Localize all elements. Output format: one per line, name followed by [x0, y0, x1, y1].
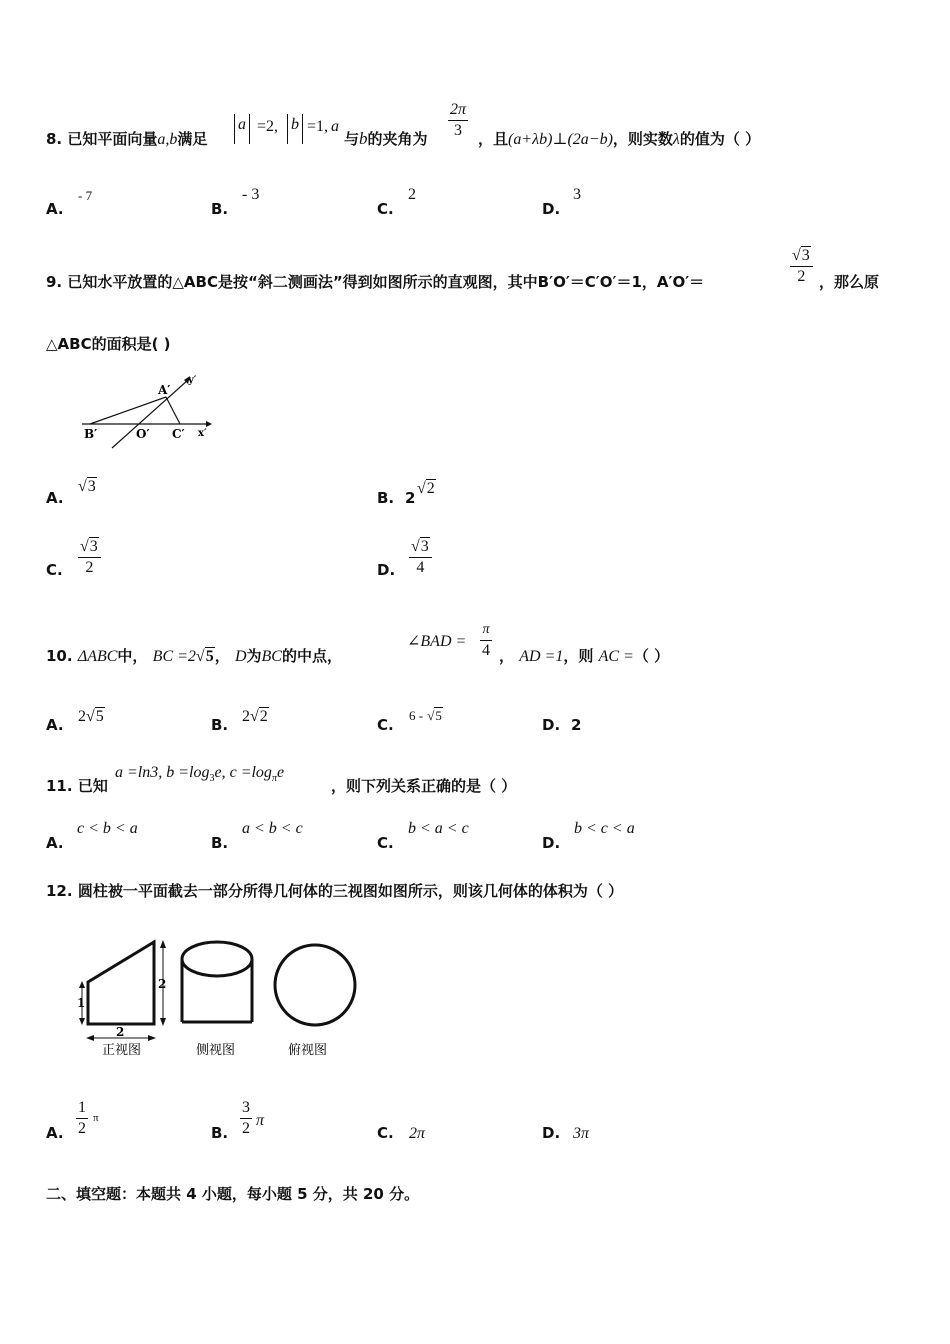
q12-dim-2-label: 2 [158, 977, 167, 991]
q12-option-c-value: 2π [409, 1125, 426, 1142]
q11-expr-1: a =ln3, b =log [115, 764, 210, 781]
q9-text-3: △ABC的面积是( ) [46, 335, 171, 353]
q9-line-1 [46, 271, 704, 292]
q10-text-7: （ ） [633, 647, 670, 665]
q10-text-2: ， [214, 647, 230, 665]
q10-option-b-coef: 2 [242, 708, 250, 725]
q10-option-a-rad: 5 [95, 708, 104, 725]
q12-option-a-fraction [76, 1098, 88, 1139]
q10-option-b-value: 2√2 [242, 708, 268, 725]
q9-text-2: ，那么原 [819, 273, 880, 291]
q9-number: 9. [46, 273, 63, 291]
q9-label-b: B′ [84, 427, 98, 441]
q12-side-view-top-ellipse [182, 942, 252, 976]
q8-option-b-label[interactable]: B. [211, 200, 229, 218]
q12-option-a-num: 1 [76, 1098, 88, 1119]
q12-option-a-pi: π [93, 1112, 99, 1124]
q12-option-b-fraction [240, 1098, 252, 1139]
q8-eq1: =1, [307, 118, 329, 135]
q12-dim-1-label: 1 [77, 996, 86, 1010]
q11-sub-pi: π [271, 773, 277, 785]
q8-line-b [344, 128, 428, 149]
q9-option-c-den: 2 [85, 559, 94, 576]
q10-d: D [234, 648, 247, 665]
q8-text-4: 的夹角为 [367, 130, 428, 148]
q11-option-a-value: c < b < a [77, 820, 138, 837]
q9-option-a-label[interactable]: A. [46, 489, 64, 507]
q8-option-a-value: - 7 [78, 188, 93, 203]
q8-line [46, 128, 207, 149]
q12-option-b-label[interactable]: B. [211, 1124, 229, 1142]
q10-text-6: ，则 [563, 647, 594, 665]
q10-bc2: BC [261, 648, 282, 665]
q9-label-y: y′ [188, 375, 197, 386]
q11-option-c-value: b < a < c [408, 820, 469, 837]
q10-text-5: ， [499, 647, 515, 665]
q10-option-a-label[interactable]: A. [46, 716, 64, 734]
q10-text-3: 为 [246, 647, 262, 665]
q12-top-view-circle [275, 945, 355, 1025]
q12-dimw-arrow-right-icon [148, 1035, 156, 1041]
q10-option-b-rad: 2 [259, 708, 268, 725]
q12-option-a-label[interactable]: A. [46, 1124, 64, 1142]
q8-eq2: =2, [257, 118, 279, 135]
q12-option-c-label[interactable]: C. [377, 1124, 394, 1142]
q8-condition: (a+λb)⊥(2a−b) [508, 131, 613, 148]
q8-text-3: 与 [344, 130, 360, 148]
q8-option-c-value: 2 [408, 186, 416, 203]
q9-label-c: C′ [172, 427, 185, 441]
q9-frac-num: 3 [801, 247, 810, 264]
q9-option-d-label[interactable]: D. [377, 561, 396, 579]
q9-frac-den: 2 [797, 268, 806, 285]
q10-option-d-value: 2 [571, 716, 582, 734]
section-2-heading: 二、填空题：本题共 4 小题，每小题 5 分，共 20 分。 [46, 1185, 420, 1203]
q10-text-1: 中， [117, 647, 148, 665]
q12-front-view-shape [88, 942, 154, 1024]
q9-option-a-value: √3 [78, 478, 96, 495]
q9-label-a: A′ [158, 383, 171, 397]
q8-lambda: λ [672, 131, 680, 148]
q9-text-1: 已知水平放置的△ABC是按“斜二测画法”得到如图所示的直观图，其中B′O′＝C′O′＝1，A′O′＝ [67, 273, 705, 291]
q10-option-c-pre: 6 - [409, 708, 424, 723]
q11-option-b-label[interactable]: B. [211, 834, 229, 852]
q8-text-7: 的值为（ ） [679, 130, 761, 148]
q9-option-d-fraction: $\frac{√3}{4}$ [409, 537, 432, 578]
q11-text-1: 已知 [77, 777, 108, 795]
q11-option-b-value: a < b < c [242, 820, 303, 837]
q9-label-x: x′ [198, 428, 207, 439]
q9-option-c-fraction: $\frac{√3}{2}$ [78, 537, 101, 578]
q9-option-a-rad: 3 [87, 478, 96, 495]
q8-option-a-label[interactable]: A. [46, 200, 64, 218]
q11-option-c-label[interactable]: C. [377, 834, 394, 852]
q9-option-c-label[interactable]: C. [46, 561, 63, 579]
q12-top-view-label: 俯视图 [288, 1043, 328, 1058]
q10-triangle: ΔABC [77, 648, 118, 665]
q12-dim-arrow-down-icon [160, 1018, 166, 1026]
q9-fraction [790, 246, 813, 287]
q9-option-d-den: 4 [416, 559, 425, 576]
q8-option-c-label[interactable]: C. [377, 200, 394, 218]
q10-number: 10. [46, 647, 73, 665]
q9-figure [78, 370, 218, 450]
q9-option-b-label[interactable]: B. [377, 489, 395, 507]
q10-option-d-label[interactable]: D. [542, 716, 561, 734]
q12-line [46, 880, 623, 901]
q10-angle-num: π [480, 620, 492, 641]
q11-expression [115, 762, 284, 784]
q9-label-o: O′ [136, 427, 150, 441]
q10-ad: AD =1 [519, 648, 564, 665]
q10-option-c-value: 6 - √5 [409, 708, 442, 723]
q10-bc-rad: 5 [205, 648, 214, 665]
q8-text-2: 满足 [177, 130, 208, 148]
q9-option-c-rad: 3 [89, 538, 98, 555]
q10-option-c-label[interactable]: C. [377, 716, 394, 734]
q10-option-a-value: 2√5 [78, 708, 104, 725]
q12-number: 12. [46, 882, 73, 900]
q10-ac: AC = [598, 648, 634, 665]
q12-side-view-label: 侧视图 [196, 1043, 236, 1058]
q10-option-b-label[interactable]: B. [211, 716, 229, 734]
q12-dim-w-label: 2 [116, 1025, 125, 1039]
q8-abs-b-var: b [291, 116, 299, 133]
q11-sub-3: 3 [209, 773, 215, 785]
q10-option-c-rad: 5 [435, 708, 442, 723]
q9-option-b-coef: 2 [405, 489, 416, 507]
q8-angle-fraction [448, 100, 468, 141]
q9-option-b-value: √2 [417, 480, 435, 497]
q12-dimw-arrow-left-icon [86, 1035, 94, 1041]
q12-dim-arrow-up-icon [160, 940, 166, 948]
q11-text-2: ，则下列关系正确的是（ ） [331, 777, 517, 795]
q11-expr-3: e [276, 764, 285, 781]
q8-text-1: 已知平面向量 [67, 130, 158, 148]
q8-number: 8. [46, 130, 63, 148]
q8-angle-den: 3 [454, 122, 462, 139]
q10-option-a-coef: 2 [78, 708, 86, 725]
q8-abs-a-var: a [238, 116, 246, 133]
q11-expr-2: e, c =log [214, 764, 272, 781]
q9-sqrt: √3 [792, 247, 810, 264]
q10-text-4: 的中点， [281, 647, 342, 665]
q12-option-d-value: 3π [573, 1125, 590, 1142]
q12-dim1-arrow-down-icon [79, 1018, 85, 1025]
q8-b2: b [359, 129, 368, 148]
q9-side-ac [166, 397, 180, 424]
q10-bc-sqrt: √5 [195, 648, 214, 665]
q10-angle: ∠BAD = [407, 633, 467, 650]
q12-three-views-figure [72, 934, 372, 1064]
q8-text-5: ，且 [478, 130, 509, 148]
q12-text: 圆柱被一平面截去一部分所得几何体的三视图如图所示，则该几何体的体积为（ ） [77, 882, 624, 900]
q8-ab: a,b [157, 131, 178, 148]
q8-a2: a [331, 118, 339, 135]
q12-option-b-den: 2 [242, 1120, 250, 1137]
q11-number: 11. [46, 777, 73, 795]
q9-x-arrow-icon [206, 421, 212, 427]
q9-option-b-rad: 2 [426, 480, 435, 497]
q12-option-a-den: 2 [78, 1120, 86, 1137]
q8-option-d-value: 3 [573, 186, 581, 203]
q12-dim1-arrow-up-icon [79, 981, 85, 988]
q12-option-b-num: 3 [240, 1098, 252, 1119]
q9-option-d-rad: 3 [420, 538, 429, 555]
q11-option-d-label[interactable]: D. [542, 834, 561, 852]
q8-option-d-label[interactable]: D. [542, 200, 561, 218]
q11-number-line [46, 775, 108, 796]
q8-abs-a [234, 114, 250, 144]
q10-line-b [499, 645, 669, 666]
q12-option-d-label[interactable]: D. [542, 1124, 561, 1142]
q11-option-a-label[interactable]: A. [46, 834, 64, 852]
q10-line [46, 645, 342, 666]
q10-angle-fraction [480, 620, 492, 661]
q8-abs-b [287, 114, 303, 144]
q8-line-c [478, 128, 760, 149]
q10-bc: BC =2 [152, 648, 196, 665]
q12-front-view-label: 正视图 [102, 1043, 142, 1058]
q8-text-6: ，则实数 [612, 130, 673, 148]
q10-angle-den: 4 [482, 642, 490, 659]
q12-option-b-pi: π [256, 1112, 265, 1129]
q11-option-d-value: b < c < a [574, 820, 635, 837]
q8-angle-num: 2π [448, 100, 468, 121]
q8-option-b-value: - 3 [242, 186, 260, 203]
